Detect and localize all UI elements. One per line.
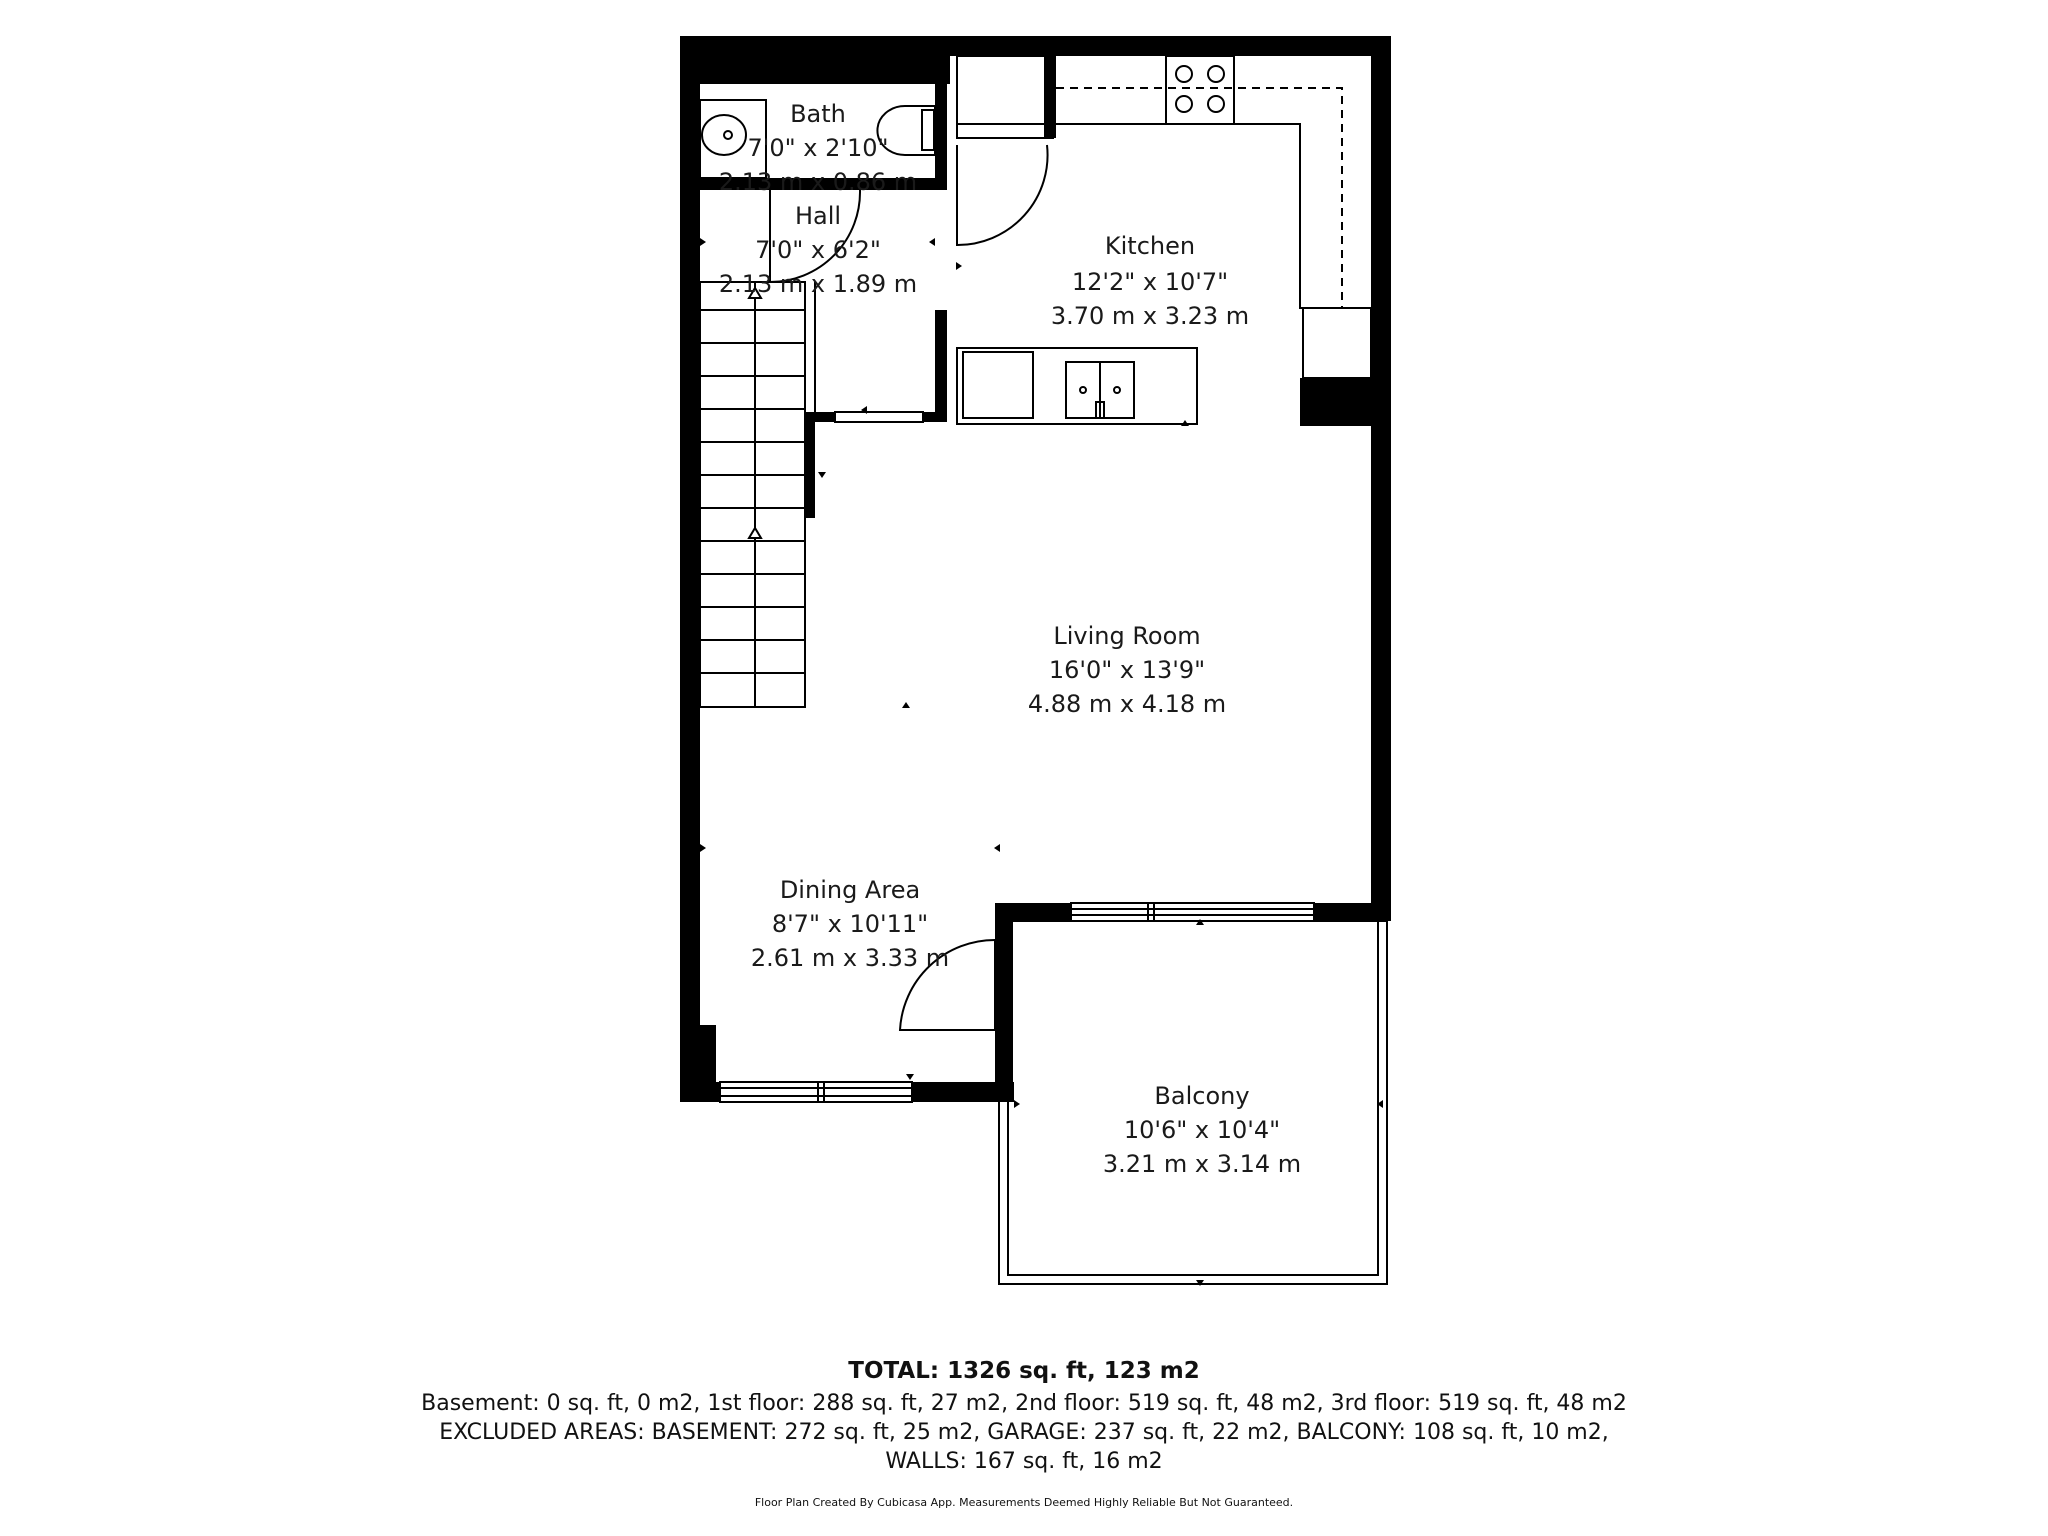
wall-dining-corner bbox=[680, 1025, 716, 1102]
balcony-metric: 3.21 m x 3.14 m bbox=[1102, 1150, 1302, 1178]
living-room-name: Living Room bbox=[1053, 622, 1201, 650]
wall-balcony-side bbox=[995, 903, 1013, 1102]
wall-left bbox=[680, 36, 700, 1102]
hall-name: Hall bbox=[794, 202, 842, 230]
kitchen-column bbox=[1300, 378, 1371, 426]
wall-hall-bottom bbox=[923, 412, 947, 422]
hall-metric: 2.13 m x 1.89 m bbox=[718, 270, 918, 298]
window-living-bottom bbox=[1071, 903, 1314, 921]
wall-bath-right bbox=[935, 56, 947, 190]
wall-top-right bbox=[950, 36, 1390, 56]
living-room-metric: 4.88 m x 4.18 m bbox=[1027, 690, 1227, 718]
kitchen-imperial: 12'2" x 10'7" bbox=[1071, 268, 1229, 296]
balcony-name: Balcony bbox=[1154, 1082, 1250, 1110]
dining-area-metric: 2.61 m x 3.33 m bbox=[750, 944, 950, 972]
stairs bbox=[700, 282, 815, 707]
wall-balcony-top-left bbox=[995, 903, 1071, 921]
door-kitchen bbox=[957, 145, 1048, 245]
dining-area-imperial: 8'7" x 10'11" bbox=[771, 910, 929, 938]
kitchen-metric: 3.70 m x 3.23 m bbox=[1050, 302, 1250, 330]
dining-area-name: Dining Area bbox=[779, 876, 921, 904]
floor-areas: Basement: 0 sq. ft, 0 m2, 1st floor: 288 sq. ft, 27 m2, 2nd floor: 519 sq. ft, 48 m2, 3rd floor: 519 sq. ft, 48 m2 bbox=[421, 1391, 1627, 1416]
opening-hall bbox=[835, 412, 923, 422]
wall-hall-right bbox=[935, 310, 947, 422]
stove bbox=[1166, 56, 1234, 124]
wall-stair-side bbox=[805, 412, 815, 518]
total-area: TOTAL: 1326 sq. ft, 123 m2 bbox=[848, 1358, 1200, 1384]
fridge bbox=[957, 56, 1053, 138]
kitchen-name: Kitchen bbox=[1104, 232, 1196, 260]
window-dining-bottom bbox=[720, 1082, 912, 1102]
kitchen-island bbox=[957, 348, 1197, 424]
wall-balcony-top-right bbox=[1314, 903, 1391, 921]
bath-metric: 2.13 m x 0.86 m bbox=[718, 168, 918, 196]
living-room-imperial: 16'0" x 13'9" bbox=[1048, 656, 1206, 684]
wall-kitchen-stub bbox=[1044, 56, 1056, 138]
hall-imperial: 7'0" x 6'2" bbox=[755, 236, 881, 264]
window-kitchen-side bbox=[1303, 308, 1371, 378]
bath-name: Bath bbox=[790, 100, 846, 128]
bath-imperial: 7'0" x 2'10" bbox=[747, 134, 889, 162]
excluded-areas: EXCLUDED AREAS: BASEMENT: 272 sq. ft, 25 m2, GARAGE: 237 sq. ft, 22 m2, BALCONY: 108 sq. ft, 10 m2, bbox=[439, 1420, 1609, 1445]
balcony-imperial: 10'6" x 10'4" bbox=[1123, 1116, 1281, 1144]
wall-top-left bbox=[680, 36, 950, 84]
credit-note: Floor Plan Created By Cubicasa App. Measurements Deemed Highly Reliable But Not Guaranteed. bbox=[754, 1496, 1294, 1509]
wall-area: WALLS: 167 sq. ft, 16 m2 bbox=[885, 1449, 1163, 1474]
